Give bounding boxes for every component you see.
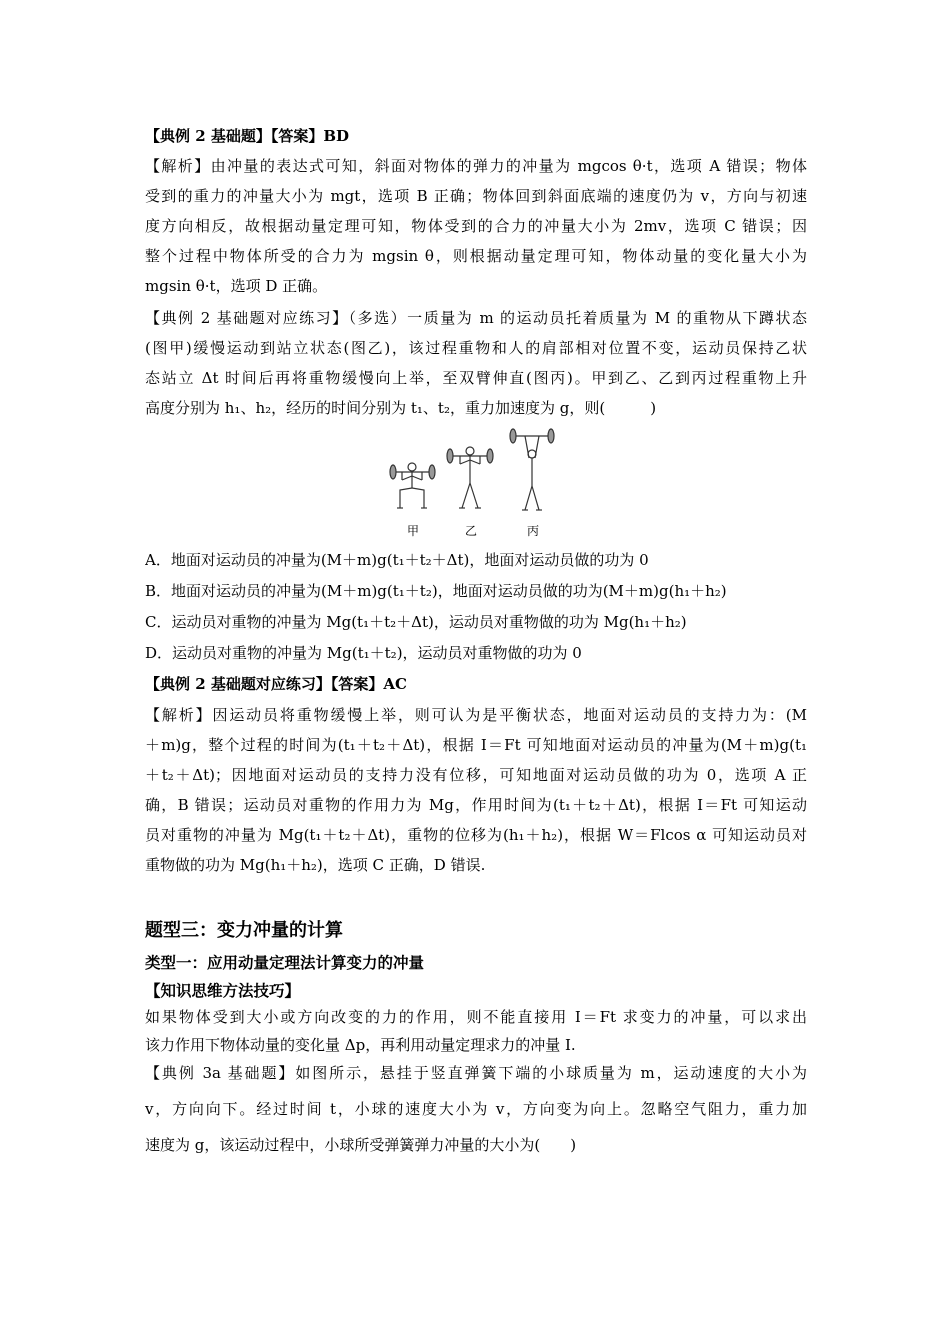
analysis-line: 受到的重力的冲量大小为 mgt，选项 B 正确；物体回到斜面底端的速度仍为 v，方向与初速	[145, 187, 807, 205]
practice-analysis-line: ＋t₂＋Δt)；因地面对运动员的支持力没有位移，可知地面对运动员做的功为 0，选项 A 正	[145, 766, 807, 784]
example3a-line: 【典例 3a 基础题】如图所示，悬挂于竖直弹簧下端的小球质量为 m，运动速度的大小为	[145, 1064, 807, 1082]
practice-analysis-line: 【解析】因运动员将重物缓慢上举，则可认为是平衡状态，地面对运动员的支持力为：(M	[145, 706, 807, 724]
weightlifter-stick-figures	[385, 428, 560, 524]
subsection-title: 类型一：应用动量定理法计算变力的冲量	[145, 954, 425, 972]
analysis-line: 度方向相反，故根据动量定理可知，物体受到的合力的冲量大小为 2mv，选项 C 错误；因	[145, 217, 807, 235]
practice-analysis-line: 重物做的功为 Mg(h₁＋h₂)，选项 C 正确，D 错误.	[145, 856, 486, 874]
method-text-line: 该力作用下物体动量的变化量 Δp，再利用动量定理求力的冲量 I.	[145, 1036, 576, 1054]
analysis-line: 整个过程中物体所受的合力为 mgsin θ，则根据动量定理可知，物体动量的变化量大小为	[145, 247, 807, 265]
weightlifter-figure	[385, 428, 560, 540]
section-title: 题型三：变力冲量的计算	[145, 920, 343, 941]
figure-caption-bing: 丙	[527, 524, 540, 538]
example2-answer-heading: 【典例 2 基础题】【答案】BD	[145, 127, 350, 145]
practice-answer-heading: 【典例 2 基础题对应练习】【答案】AC	[145, 675, 407, 693]
method-heading: 【知识思维方法技巧】	[145, 982, 301, 1000]
example3a-line: 速度为 g，该运动过程中，小球所受弹簧弹力冲量的大小为( )	[145, 1136, 577, 1154]
option-a: A．地面对运动员的冲量为(M＋m)g(t₁＋t₂＋Δt)，地面对运动员做的功为 0	[145, 551, 649, 569]
practice-question-line: 态站立 Δt 时间后再将重物缓慢向上举，至双臂伸直(图丙)。甲到乙、乙到丙过程重物上升	[145, 369, 807, 387]
option-d: D．运动员对重物的冲量为 Mg(t₁＋t₂)，运动员对重物做的功为 0	[145, 644, 582, 662]
practice-analysis-line: 员对重物的冲量为 Mg(t₁＋t₂＋Δt)，重物的位移为(h₁＋h₂)，根据 W＝Flcos α 可知运动员对	[145, 826, 807, 844]
method-text-line: 如果物体受到大小或方向改变的力的作用，则不能直接用 I＝Ft 求变力的冲量，可以求出	[145, 1008, 807, 1026]
option-b: B．地面对运动员的冲量为(M＋m)g(t₁＋t₂)，地面对运动员做的功为(M＋m)g(h₁＋h₂)	[145, 582, 727, 600]
figure-caption-jia: 甲	[407, 524, 420, 538]
example3a-line: v，方向向下。经过时间 t，小球的速度大小为 v，方向变为向上。忽略空气阻力，重力加	[145, 1100, 807, 1118]
practice-question-line: 【典例 2 基础题对应练习】（多选）一质量为 m 的运动员托着质量为 M 的重物从下蹲状态	[145, 309, 807, 327]
analysis-line: mgsin θ·t，选项 D 正确。	[145, 277, 328, 295]
practice-question-line: 高度分别为 h₁、h₂，经历的时间分别为 t₁、t₂，重力加速度为 g，则( )	[145, 399, 657, 417]
practice-analysis-line: ＋m)g，整个过程的时间为(t₁＋t₂＋Δt)，根据 I＝Ft 可知地面对运动员的冲量为(M＋m)g(t₁	[145, 736, 807, 754]
analysis-line: 【解析】由冲量的表达式可知，斜面对物体的弹力的冲量为 mgcos θ·t，选项 A 错误；物体	[145, 157, 807, 175]
option-c: C．运动员对重物的冲量为 Mg(t₁＋t₂＋Δt)，运动员对重物做的功为 Mg(h₁＋h₂)	[145, 613, 687, 631]
practice-question-line: (图甲)缓慢运动到站立状态(图乙)，该过程重物和人的肩部相对位置不变，运动员保持乙状	[145, 339, 807, 357]
figure-caption-yi: 乙	[465, 524, 478, 538]
practice-analysis-line: 确，B 错误；运动员对重物的作用力为 Mg，作用时间为(t₁＋t₂＋Δt)，根据 I＝Ft 可知运动	[145, 796, 807, 814]
